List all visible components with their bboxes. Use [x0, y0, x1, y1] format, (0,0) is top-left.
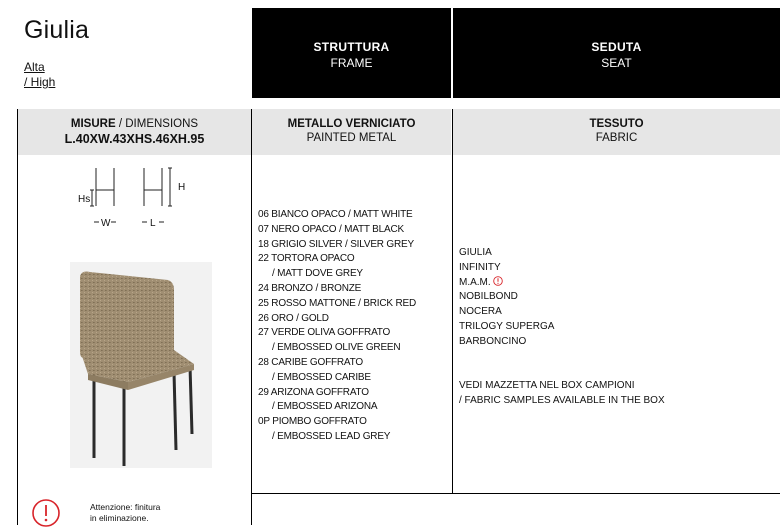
seat-header-title: SEDUTA [591, 40, 642, 54]
finish-item [258, 282, 450, 297]
fabric-name: BARBONCINO [459, 335, 527, 347]
frame-finishes-list [258, 208, 450, 445]
finish-item-en: / BRONZE [315, 282, 362, 294]
discontinued-warning-icon [491, 277, 504, 288]
fabric-item [459, 290, 769, 305]
measures-label: MISURE [70, 118, 116, 130]
samples-en: / FABRIC SAMPLES AVAILABLE IN THE BOX [459, 394, 665, 406]
finish-item-en: / MATT DOVE GREY [272, 268, 363, 280]
chair-image [70, 262, 212, 468]
finish-item-en: / EMBOSSED LEAD GREY [272, 430, 391, 442]
fabric-name: INFINITY [459, 261, 501, 273]
finish-item-it: 07 NERO OPACO [258, 223, 337, 235]
fabric-item [459, 320, 769, 335]
fabric-item [459, 335, 769, 350]
w-label: W [101, 218, 111, 229]
frame-material-title: METALLO VERNICIATO [287, 118, 416, 130]
variant-it: Alta [24, 60, 45, 74]
finish-item-it: 18 GRIGIO SILVER [258, 238, 343, 250]
column-divider-2 [452, 109, 453, 493]
dimension-diagram [70, 160, 200, 235]
frame-header-subtitle: FRAME [330, 56, 373, 70]
finish-item: 0P PIOMBO GOFFRATO [258, 416, 367, 428]
seat-material-title: TESSUTO [589, 118, 644, 130]
fabric-name: M.A.M. [459, 276, 491, 288]
frame-header-title: STRUTTURA [313, 40, 390, 54]
seat-header-subtitle: SEAT [601, 56, 632, 70]
product-variant [24, 60, 55, 90]
bottom-divider [251, 493, 780, 494]
finish-item-it: 06 BIANCO OPACO [258, 209, 346, 220]
fabric-samples-note [459, 379, 777, 409]
fabric-item [459, 246, 769, 261]
finish-item-it: 26 ORO [258, 312, 294, 324]
finish-item [258, 208, 450, 223]
left-border [17, 109, 18, 525]
finish-item [258, 312, 450, 327]
finish-item-en: / BRICK RED [358, 297, 416, 309]
finish-item-en: / EMBOSSED CARIBE [272, 371, 371, 383]
fabric-item [459, 305, 769, 320]
hs-label: Hs [78, 194, 91, 205]
finish-item: 27 VERDE OLIVA GOFFRATO [258, 327, 391, 339]
frame-material-subtitle: PAINTED METAL [306, 132, 397, 144]
finish-item-en: / MATT BLACK [338, 223, 404, 235]
fabric-name: NOCERA [459, 306, 502, 318]
seat-material-subtitle: FABRIC [595, 132, 638, 144]
finish-item-en: / MATT WHITE [348, 209, 413, 220]
measures-label-en: / DIMENSIONS [118, 118, 199, 130]
column-divider-1 [251, 109, 252, 525]
fabric-list [459, 246, 769, 350]
finish-item-en: / EMBOSSED ARIZONA [272, 401, 378, 413]
samples-it: VEDI MAZZETTA NEL BOX CAMPIONI [459, 380, 635, 391]
fabric-name: GIULIA [459, 247, 492, 258]
notice-line-1: Attenzione: finitura [90, 502, 161, 512]
finish-item [258, 223, 450, 238]
fabric-name: TRILOGY SUPERGA [459, 320, 555, 332]
finish-item-en: / GOLD [296, 312, 329, 324]
finish-item-en: / EMBOSSED OLIVE GREEN [272, 342, 401, 354]
frame-header [252, 8, 451, 98]
fabric-item [459, 276, 769, 291]
finish-item [258, 238, 450, 253]
finish-item-en: / SILVER GREY [345, 238, 414, 250]
measures-value: L.40XW.43XHS.46XH.95 [64, 132, 205, 146]
frame-material-band [252, 109, 451, 155]
notice-line-2: in eliminazione. [90, 513, 149, 523]
warning-icon [31, 498, 61, 528]
h-label: H [178, 182, 186, 193]
product-title: Giulia [24, 16, 90, 44]
fabric-item [459, 261, 769, 276]
fabric-name: NOBILBOND [459, 291, 518, 303]
finish-item [258, 297, 450, 312]
finish-item-it: 24 BRONZO [258, 282, 313, 294]
finish-item: 22 TORTORA OPACO [258, 253, 355, 265]
discontinued-notice [90, 502, 160, 524]
seat-header [453, 8, 780, 98]
l-label: L [150, 218, 156, 229]
seat-material-band [453, 109, 780, 155]
measures-band [18, 109, 251, 155]
finish-item: 29 ARIZONA GOFFRATO [258, 386, 369, 398]
finish-item: 28 CARIBE GOFFRATO [258, 356, 363, 368]
finish-item-it: 25 ROSSO MATTONE [258, 297, 356, 309]
variant-en: / High [24, 75, 56, 89]
